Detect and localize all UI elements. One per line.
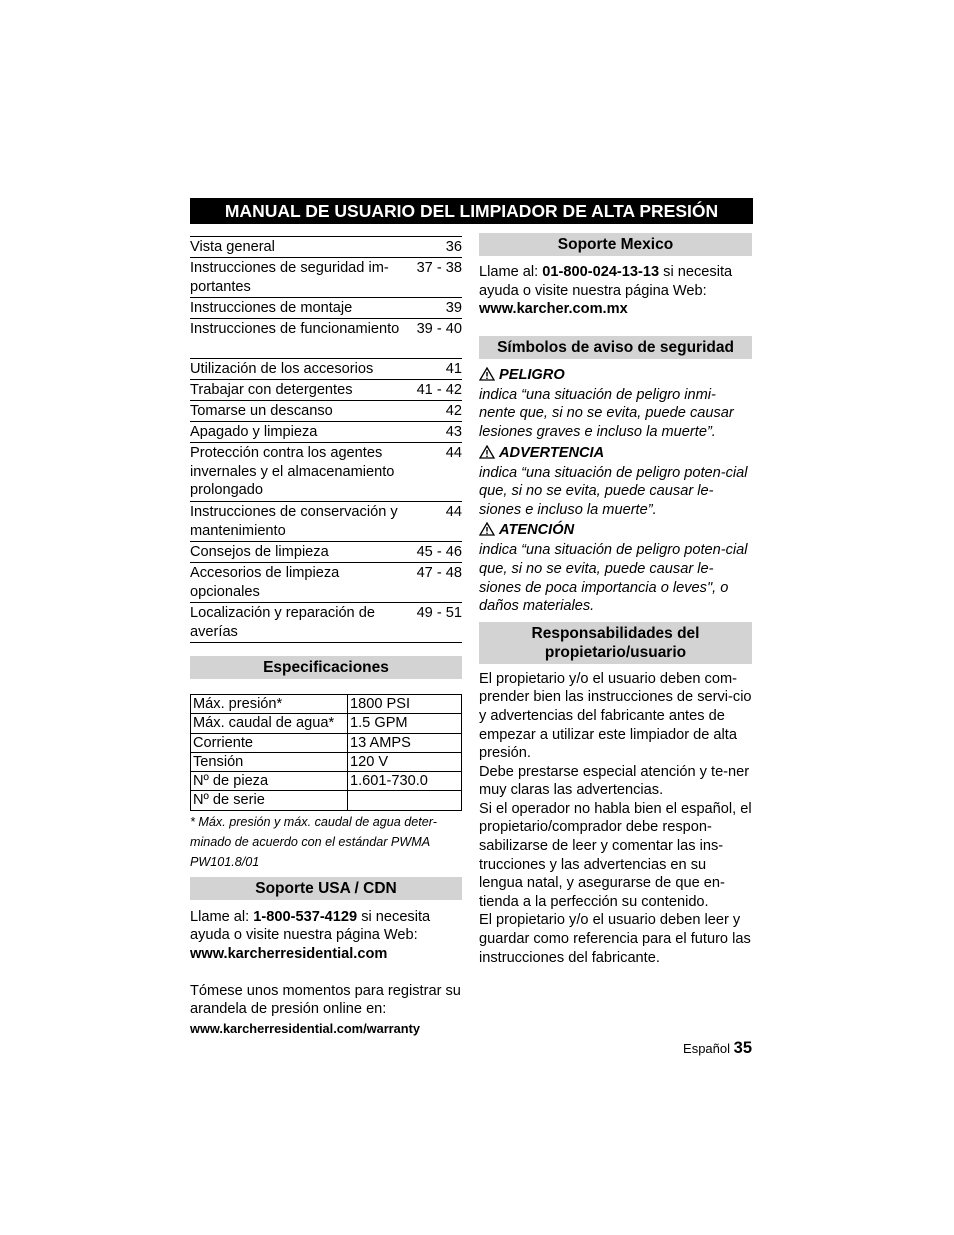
spec-value: 1.5 GPM bbox=[348, 714, 462, 733]
table-of-contents bbox=[190, 236, 462, 643]
toc-label: Vista general bbox=[190, 239, 275, 255]
toc-pages: 42 bbox=[445, 403, 462, 419]
warning-danger-label: PELIGRO bbox=[479, 366, 752, 385]
toc-label: Tomarse un descanso bbox=[190, 403, 333, 419]
responsibilities-body bbox=[479, 670, 752, 968]
warning-attention bbox=[479, 521, 752, 615]
responsibilities-heading: Responsabilidades del propietario/usuario bbox=[479, 622, 752, 664]
warning-danger bbox=[479, 366, 752, 442]
warning-caution-label: ADVERTENCIA bbox=[479, 444, 752, 463]
warning-triangle-icon bbox=[479, 445, 495, 459]
spec-key: Nº de pieza bbox=[191, 772, 348, 791]
toc-row[interactable] bbox=[190, 542, 462, 563]
toc-pages: 41 bbox=[445, 361, 462, 377]
spec-row bbox=[191, 772, 462, 791]
toc-row[interactable] bbox=[190, 319, 462, 359]
toc-row[interactable] bbox=[190, 443, 462, 502]
toc-label: Apagado y limpieza bbox=[190, 424, 318, 440]
support-usa-phone[interactable]: 1-800-537-4129 bbox=[253, 908, 358, 925]
toc-row[interactable] bbox=[190, 401, 462, 422]
page-title: MANUAL DE USUARIO DEL LIMPIADOR DE ALTA PRESIÓN bbox=[190, 198, 753, 224]
specifications-footnote: * Máx. presión y máx. caudal de agua deter-minado de acuerdo con el estándar PWMA PW101.8/01 bbox=[190, 814, 437, 869]
paragraph: El propietario y/o el usuario deben com-prender bien las instrucciones de servi-cio y advertencias del fabricante antes de empezar a utilizar este limpiador de alta presión. bbox=[479, 670, 752, 762]
toc-label: Instrucciones de seguridad im-portantes bbox=[190, 260, 389, 295]
warning-triangle-icon bbox=[479, 367, 495, 381]
support-usa-heading: Soporte USA / CDN bbox=[190, 877, 462, 900]
specifications-table bbox=[190, 694, 462, 811]
toc-row[interactable] bbox=[190, 422, 462, 443]
toc-pages: 39 bbox=[445, 300, 462, 316]
spec-row bbox=[191, 752, 462, 771]
toc-pages: 36 bbox=[445, 239, 462, 255]
toc-pages: 43 bbox=[445, 424, 462, 440]
toc-row[interactable] bbox=[190, 298, 462, 319]
spec-row bbox=[191, 733, 462, 752]
spec-value: 13 AMPS bbox=[348, 733, 462, 752]
safety-symbols-heading: Símbolos de aviso de seguridad bbox=[479, 336, 752, 359]
warning-danger-text: indica “una situación de peligro inmi-nente que, si no se evita, puede causar lesiones graves e incluso la muerte”. bbox=[479, 386, 734, 440]
toc-pages: 47 - 48 bbox=[416, 565, 462, 581]
page-footer bbox=[683, 1039, 752, 1058]
toc-label: Accesorios de limpieza opcionales bbox=[190, 565, 340, 600]
toc-row[interactable] bbox=[190, 258, 462, 298]
support-usa-call-suffix: si necesita ayuda o visite nuestra página Web: bbox=[190, 908, 431, 944]
spec-value: 120 V bbox=[348, 752, 462, 771]
spec-value bbox=[348, 791, 462, 810]
support-mexico-call-suffix: si necesita ayuda o visite nuestra página Web: bbox=[479, 264, 733, 299]
paragraph: Si el operador no habla bien el español, el propietario/comprador debe respon-sabilizarse de leer y comentar las ins-trucciones y las advertencias en su lengua natal, y asegurarse de que en-tienda a la perfección su contenido. bbox=[479, 800, 752, 910]
specifications-heading: Especificaciones bbox=[190, 656, 462, 679]
toc-row[interactable] bbox=[190, 380, 462, 401]
warning-caution bbox=[479, 444, 752, 520]
toc-row[interactable] bbox=[190, 502, 462, 542]
warning-attention-text: indica “una situación de peligro poten-cial que, si no se evita, puede causar le-siones de poca importancia o leves", o daños materiales. bbox=[479, 542, 748, 615]
toc-pages: 39 - 40 bbox=[416, 321, 462, 337]
toc-label: Consejos de limpieza bbox=[190, 544, 329, 560]
toc-pages: 45 - 46 bbox=[416, 544, 462, 560]
support-usa-text bbox=[190, 908, 462, 964]
warning-caution-text: indica “una situación de peligro poten-cial que, si no se evita, puede causar le-siones e incluso la muerte”. bbox=[479, 464, 748, 518]
toc-row[interactable] bbox=[190, 603, 462, 643]
warning-triangle-icon bbox=[479, 522, 495, 536]
toc-row[interactable] bbox=[190, 236, 462, 258]
toc-row[interactable] bbox=[190, 359, 462, 380]
warranty-url[interactable]: www.karcherresidential.com/warranty bbox=[190, 1020, 420, 1036]
support-mexico-phone[interactable]: 01-800-024-13-13 bbox=[542, 264, 660, 280]
toc-label: Instrucciones de funcionamiento bbox=[190, 321, 400, 337]
paragraph: El propietario y/o el usuario deben leer y guardar como referencia para el futuro las instrucciones del fabricante. bbox=[479, 912, 751, 966]
toc-label: Utilización de los accesorios bbox=[190, 361, 374, 377]
register-text: Tómese unos momentos para registrar su arandela de presión online en: bbox=[190, 982, 461, 1018]
support-mexico-call-prefix: Llame al: bbox=[479, 264, 543, 280]
support-usa-url[interactable]: www.karcherresidential.com bbox=[190, 945, 388, 962]
support-mexico-text bbox=[479, 263, 752, 319]
toc-pages: 41 - 42 bbox=[416, 382, 462, 398]
toc-label: Protección contra los agentes invernales y el almacenamiento prolongado bbox=[190, 445, 395, 498]
spec-key: Tensión bbox=[191, 752, 348, 771]
spec-value: 1.601-730.0 bbox=[348, 772, 462, 791]
footer-language: Español bbox=[683, 1041, 731, 1056]
support-usa-call-prefix: Llame al: bbox=[190, 908, 254, 925]
paragraph: Debe prestarse especial atención y te-ner muy claras las advertencias. bbox=[479, 763, 750, 799]
spec-row bbox=[191, 791, 462, 810]
support-mexico-url[interactable]: www.karcher.com.mx bbox=[479, 301, 628, 318]
page-number: 35 bbox=[733, 1039, 752, 1057]
spec-key: Nº de serie bbox=[191, 791, 348, 810]
toc-pages: 44 bbox=[445, 504, 462, 520]
toc-label: Instrucciones de conservación y mantenimiento bbox=[190, 504, 398, 539]
toc-label: Trabajar con detergentes bbox=[190, 382, 353, 398]
left-column bbox=[190, 236, 462, 1038]
spec-row bbox=[191, 695, 462, 714]
spec-row bbox=[191, 714, 462, 733]
support-mexico-heading: Soporte Mexico bbox=[479, 233, 752, 256]
toc-label: Localización y reparación de averías bbox=[190, 605, 375, 640]
toc-row[interactable] bbox=[190, 563, 462, 603]
spec-key: Máx. presión* bbox=[191, 695, 348, 714]
toc-label: Instrucciones de montaje bbox=[190, 300, 353, 316]
right-column bbox=[479, 233, 752, 967]
toc-pages: 49 - 51 bbox=[416, 605, 462, 621]
spec-value: 1800 PSI bbox=[348, 695, 462, 714]
spec-key: Corriente bbox=[191, 733, 348, 752]
spec-key: Máx. caudal de agua* bbox=[191, 714, 348, 733]
toc-pages: 37 - 38 bbox=[416, 260, 462, 276]
toc-pages: 44 bbox=[445, 445, 462, 461]
warning-attention-label: ATENCIÓN bbox=[479, 521, 752, 540]
